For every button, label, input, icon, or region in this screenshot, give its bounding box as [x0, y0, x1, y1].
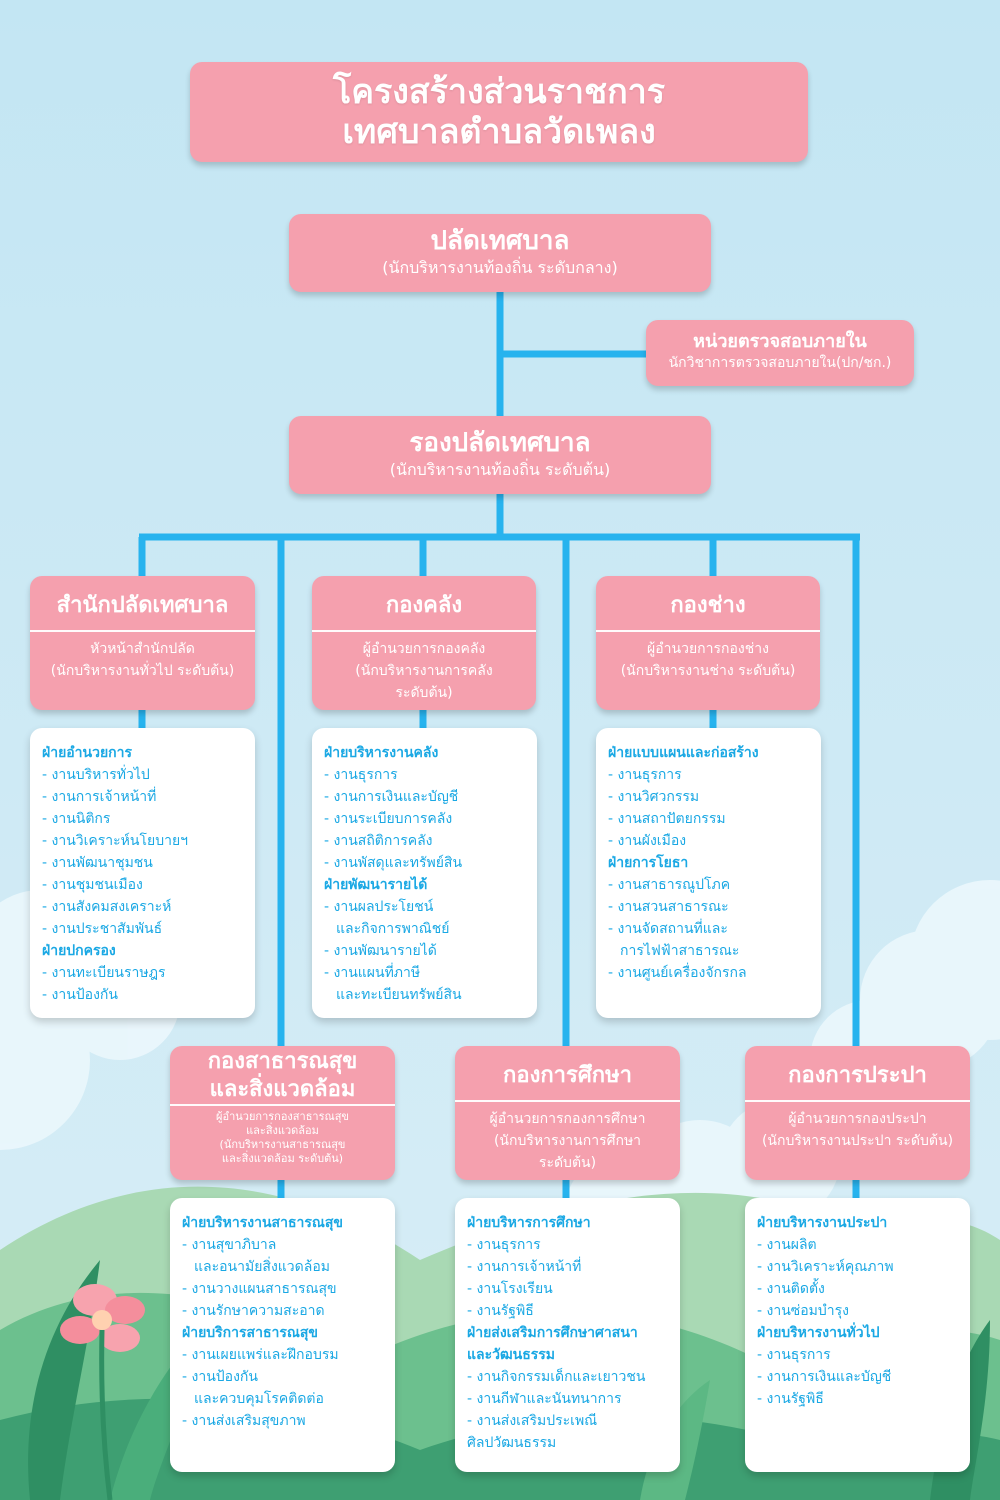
work-item: - งานพัฒนาชุมชน [42, 855, 153, 871]
head-box [289, 214, 711, 292]
division-head [745, 1102, 970, 1152]
title-line-2: เทศบาลตำบลวัดเพลง [342, 112, 656, 152]
work-item: - งานสวนสาธารณะ [608, 899, 729, 915]
division-box-waterworks [745, 1046, 970, 1180]
head-title: ปลัดเทศบาล [430, 226, 570, 256]
division-title: สำนักปลัดเทศบาล [56, 593, 229, 618]
work-item: - งานกิจกรรมเด็กและเยาวชน [467, 1369, 646, 1385]
division-title: กองช่าง [670, 593, 746, 618]
work-item: - งานธุรการ [757, 1347, 831, 1363]
work-item: - งานรัฐพิธี [757, 1391, 824, 1407]
division-item-list [757, 1212, 960, 1410]
section-heading: ฝ่ายบริการสาธารณสุข [182, 1325, 318, 1341]
division-card-office-of-clerk [30, 728, 255, 1018]
work-item: - งานรักษาความสะอาด [182, 1303, 325, 1319]
division-head-line: หัวหน้าสำนักปลัด [90, 641, 195, 657]
division-card-waterworks [745, 1198, 970, 1472]
work-item: - งานป้องกัน [182, 1369, 258, 1385]
division-head-line: และสิ่งแวดล้อม ระดับต้น) [221, 1152, 344, 1165]
work-item: - งานทะเบียนราษฎร [42, 965, 166, 981]
work-item: - งานส่งเสริมสุขภาพ [182, 1413, 306, 1429]
section-heading: ฝ่ายพัฒนารายได้ [324, 877, 428, 893]
division-box-finance [312, 576, 536, 710]
division-head-line: ผู้อำนวยการกองการศึกษา [489, 1111, 646, 1127]
division-box-public-health [170, 1046, 395, 1180]
page-title [190, 62, 808, 162]
work-item: - งานเผยแพร่และฝึกอบรม [182, 1347, 339, 1363]
work-item: - งานการเงินและบัญชี [324, 789, 459, 805]
division-head [455, 1102, 680, 1174]
division-head-line: (นักบริหารงานช่าง ระดับต้น) [620, 663, 796, 679]
division-title: กองการประปา [788, 1063, 927, 1088]
division-item-list [608, 742, 811, 984]
deputy-subtitle: (นักบริหารงานท้องถิ่น ระดับต้น) [389, 460, 611, 479]
division-title-line: และสิ่งแวดล้อม [209, 1077, 356, 1102]
work-item: - งานพัสดุและทรัพย์สิน [324, 855, 463, 871]
division-title: กองคลัง [385, 593, 463, 618]
work-item: - งานระเบียบการคลัง [324, 811, 453, 827]
work-item: และกิจการพาณิชย์ [336, 921, 450, 937]
work-item: - งานโรงเรียน [467, 1281, 553, 1297]
work-item: - งานติดตั้ง [757, 1281, 825, 1297]
head-subtitle: (นักบริหารงานท้องถิ่น ระดับกลาง) [382, 258, 618, 277]
division-item-list [42, 742, 245, 1006]
division-card-finance [312, 728, 537, 1018]
work-item: - งานประชาสัมพันธ์ [42, 921, 163, 937]
division-head [170, 1106, 395, 1166]
work-item: - งานผลประโยชน์ [324, 899, 434, 915]
work-item: - งานแผนที่ภาษี [324, 965, 421, 981]
work-item: - งานวิเคราะห์คุณภาพ [757, 1259, 894, 1275]
section-heading: ฝ่ายบริหารการศึกษา [467, 1215, 591, 1231]
division-head-line: (นักบริหารงานสาธารณสุข [219, 1138, 346, 1151]
division-box-engineering [596, 576, 820, 710]
work-item: - งานวางแผนสาธารณสุข [182, 1281, 337, 1297]
division-card-public-health [170, 1198, 395, 1472]
work-item: - งานกีฬาและนันทนาการ [467, 1391, 622, 1407]
work-item: - งานซ่อมบำรุง [757, 1303, 850, 1319]
section-heading: และวัฒนธรรม [467, 1347, 556, 1363]
division-box-education [455, 1046, 680, 1180]
work-item: และทะเบียนทรัพย์สิน [336, 987, 462, 1003]
section-heading: ฝ่ายแบบแผนและก่อสร้าง [608, 745, 759, 761]
work-item: - งานศูนย์เครื่องจักรกล [608, 965, 747, 981]
division-head-line: ผู้อำนวยการกองคลัง [362, 641, 486, 657]
deputy-box [289, 416, 711, 494]
work-item: และควบคุมโรคติดต่อ [194, 1391, 324, 1407]
work-item: - งานการเจ้าหน้าที่ [467, 1259, 582, 1275]
title-line-1: โครงสร้างส่วนราชการ [332, 72, 666, 112]
section-heading: ฝ่ายส่งเสริมการศึกษาศาสนา [467, 1325, 638, 1341]
work-item: - งานชุมชนเมือง [42, 877, 143, 893]
work-item: - งานธุรการ [608, 767, 682, 783]
division-head-line: ระดับต้น) [538, 1155, 597, 1171]
work-item: - งานสังคมสงเคราะห์ [42, 899, 172, 915]
division-head [596, 632, 820, 682]
section-heading: ฝ่ายบริหารงานสาธารณสุข [182, 1215, 343, 1231]
division-box-office-of-clerk [30, 576, 255, 710]
division-item-list [182, 1212, 385, 1432]
work-item: - งานวิศวกรรม [608, 789, 700, 805]
work-item: - งานการเงินและบัญชี [757, 1369, 892, 1385]
section-heading: ฝ่ายปกครอง [42, 943, 116, 959]
work-item: - งานผลิต [757, 1237, 817, 1253]
work-item: - งานสาธารณูปโภค [608, 877, 731, 893]
division-head-line: และสิ่งแวดล้อม [246, 1124, 319, 1137]
audit-subtitle: นักวิชาการตรวจสอบภายใน(ปก/ชก.) [668, 355, 892, 371]
work-item: - งานการเจ้าหน้าที่ [42, 789, 157, 805]
work-item: - งานธุรการ [324, 767, 398, 783]
work-item: - งานส่งเสริมประเพณี [467, 1413, 598, 1429]
work-item: และอนามัยสิ่งแวดล้อม [194, 1259, 330, 1275]
audit-title: หน่วยตรวจสอบภายใน [693, 331, 867, 352]
division-head-line: (นักบริหารงานทั่วไป ระดับต้น) [50, 663, 235, 679]
division-head-line: (นักบริหารงานประปา ระดับต้น) [761, 1133, 954, 1149]
work-item: การไฟฟ้าสาธารณะ [620, 943, 740, 959]
work-item: - งานวิเคราะห์นโยบายฯ [42, 833, 189, 849]
section-heading: ฝ่ายบริหารงานคลัง [324, 745, 439, 761]
division-head-line: ผู้อำนวยการกองช่าง [647, 641, 769, 657]
division-head [312, 632, 536, 704]
work-item: - งานสถิติการคลัง [324, 833, 433, 849]
division-title: กองการศึกษา [503, 1063, 632, 1088]
division-card-education [455, 1198, 680, 1472]
work-item: - งานสุขาภิบาล [182, 1237, 277, 1253]
section-heading: ฝ่ายอำนวยการ [42, 745, 133, 761]
work-item: - งานพัฒนารายได้ [324, 943, 437, 959]
division-card-engineering [596, 728, 821, 1018]
division-title-line: กองสาธารณสุข [207, 1049, 358, 1074]
deputy-title: รองปลัดเทศบาล [409, 428, 591, 458]
work-item: - งานนิติกร [42, 811, 111, 827]
section-heading: ฝ่ายการโยธา [608, 855, 689, 871]
section-heading: ฝ่ายบริหารงานทั่วไป [757, 1325, 880, 1341]
division-item-list [467, 1212, 670, 1454]
work-item: - งานธุรการ [467, 1237, 541, 1253]
division-head-line: (นักบริหารงานการคลัง [355, 663, 493, 679]
division-head-line: ผู้อำนวยการกองประปา [788, 1111, 927, 1127]
work-item: - งานสถาปัตยกรรม [608, 811, 726, 827]
division-head-line: ระดับต้น) [395, 685, 453, 701]
audit-box [646, 320, 914, 386]
work-item: - งานจัดสถานที่และ [608, 921, 728, 937]
division-head-line: (นักบริหารงานการศึกษา [493, 1133, 642, 1149]
work-item: - งานรัฐพิธี [467, 1303, 534, 1319]
work-item: ศิลปวัฒนธรรม [467, 1435, 557, 1451]
division-item-list [324, 742, 527, 1006]
division-head-line: ผู้อำนวยการกองสาธารณสุข [216, 1110, 349, 1123]
work-item: - งานบริหารทั่วไป [42, 767, 150, 783]
division-head [30, 632, 255, 682]
work-item: - งานผังเมือง [608, 833, 687, 849]
section-heading: ฝ่ายบริหารงานประปา [757, 1215, 888, 1231]
division-title [170, 1046, 395, 1104]
work-item: - งานป้องกัน [42, 987, 118, 1003]
